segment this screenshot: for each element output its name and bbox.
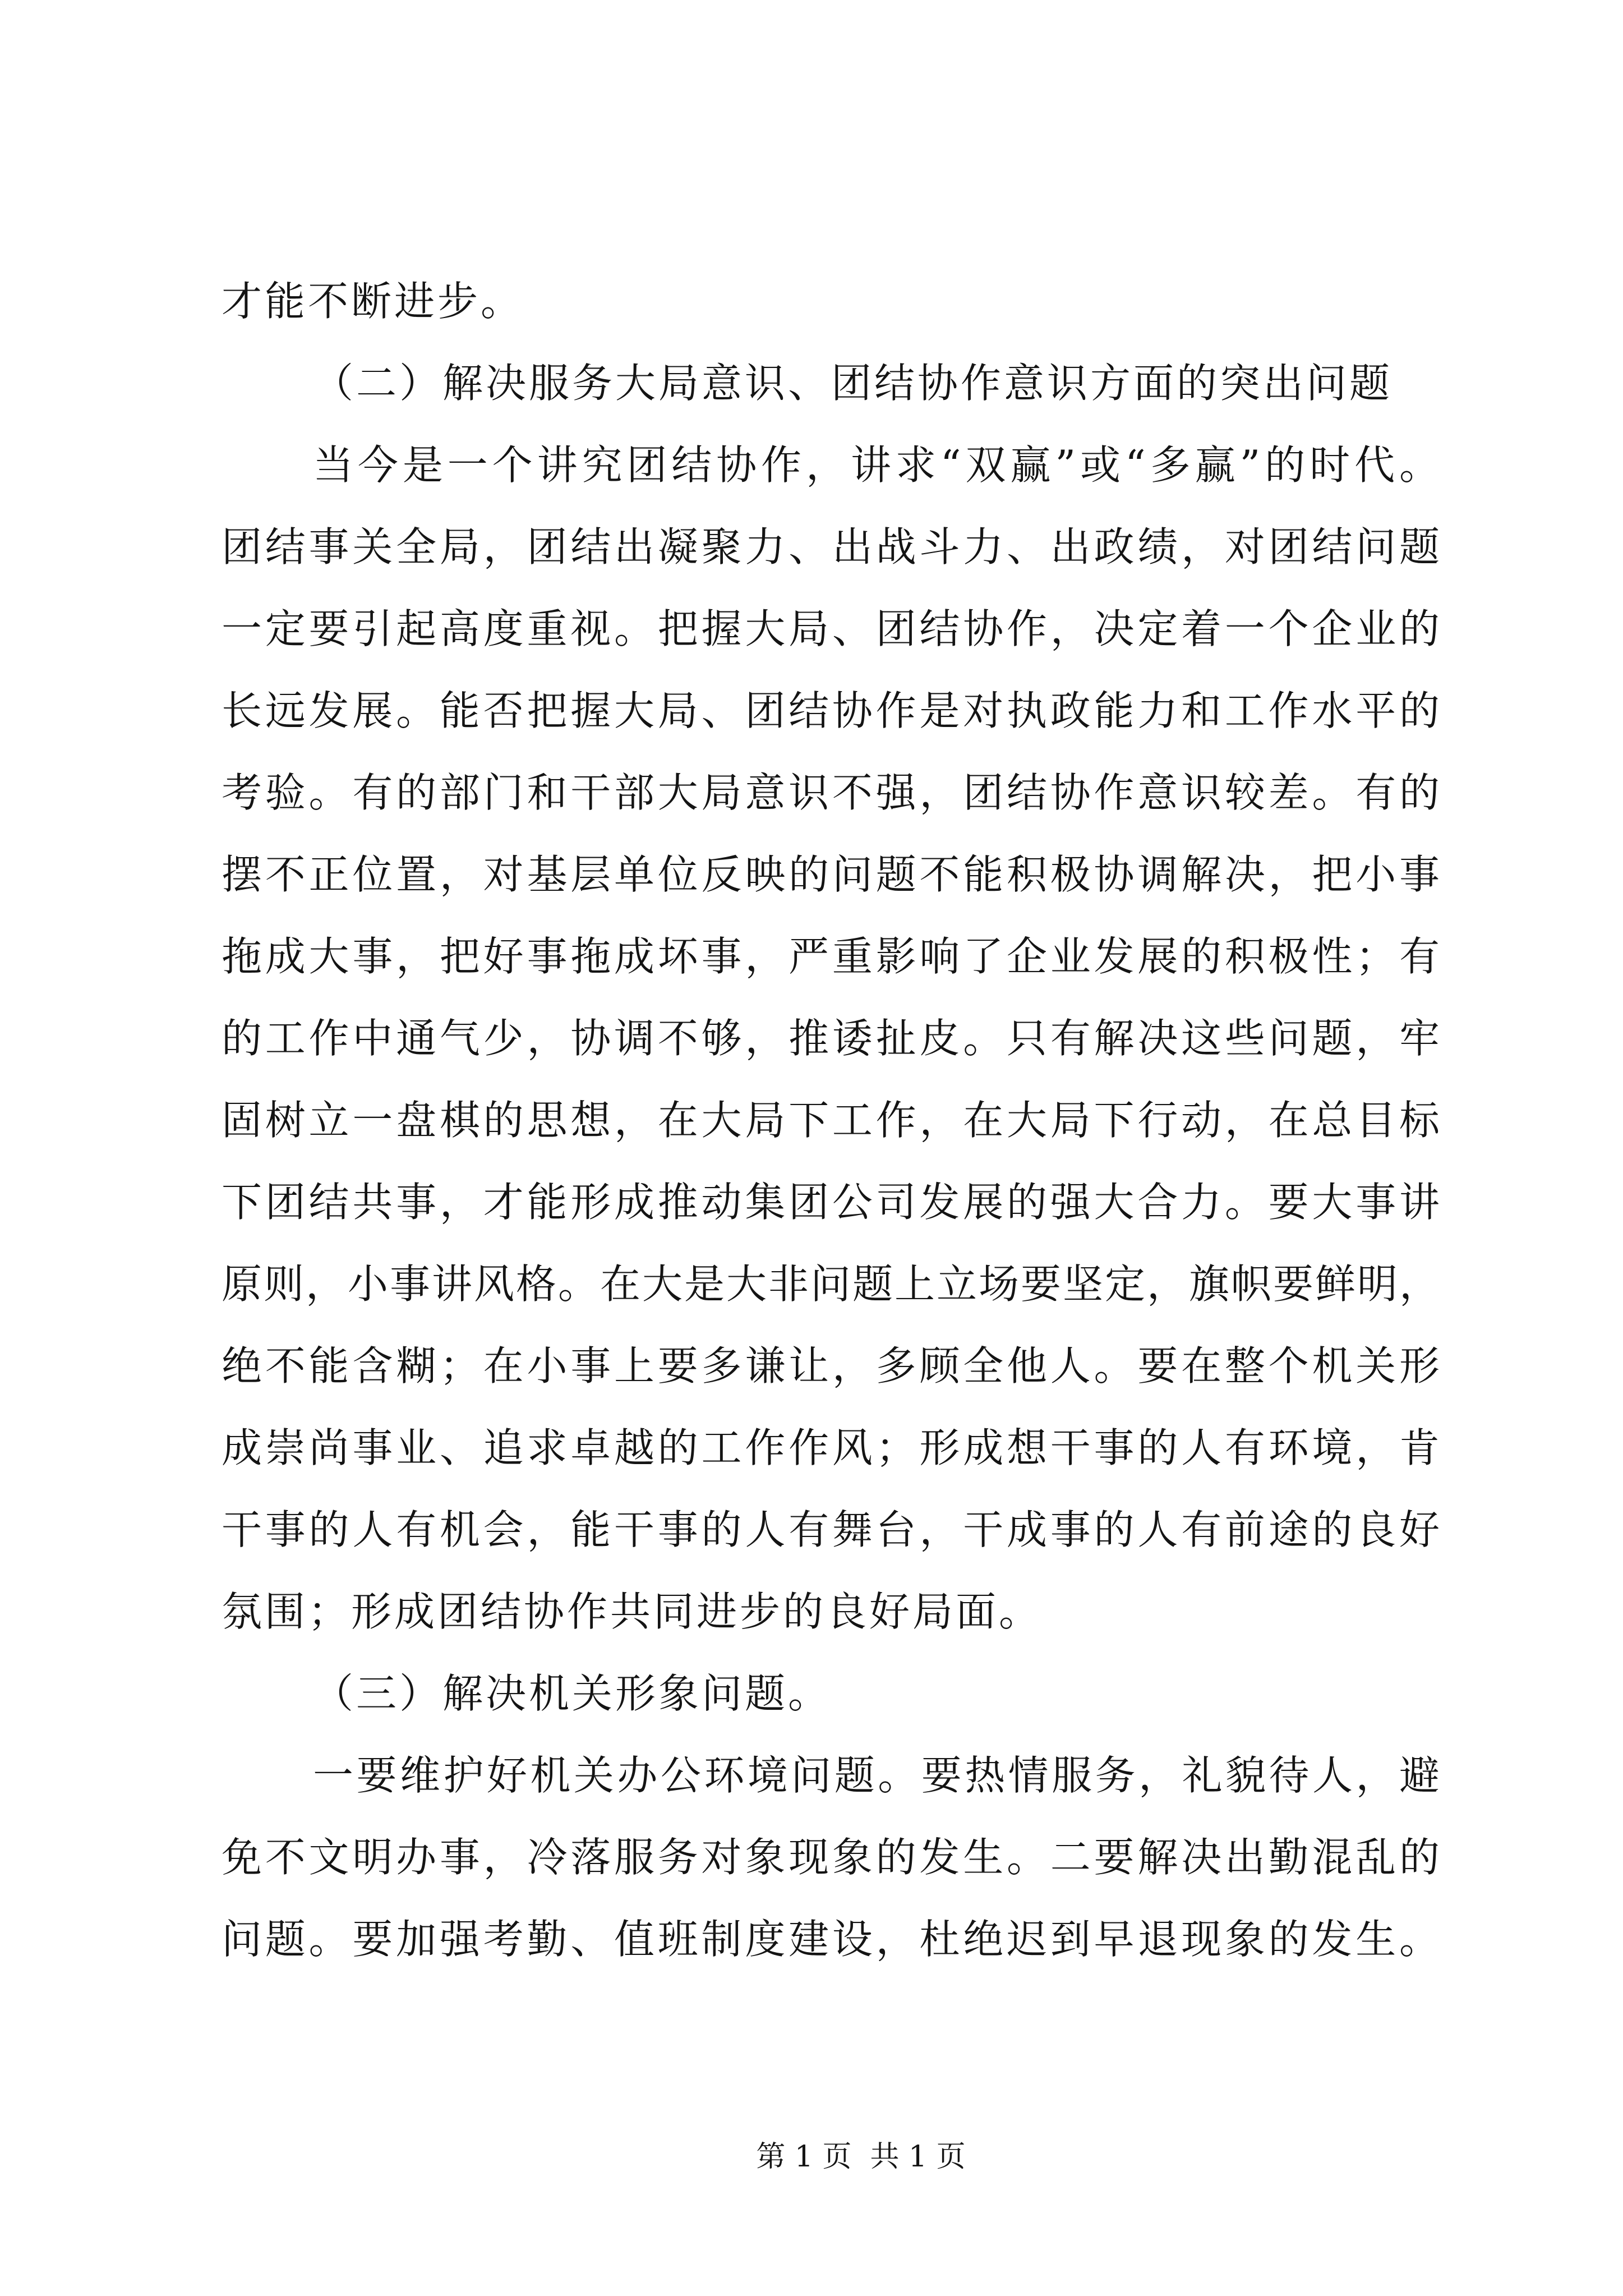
text-line: 考验。有的部门和干部大局意识不强，团结协作意识较差。有的 xyxy=(222,769,1440,816)
text-line: 长远发展。能否把握大局、团结协作是对执政能力和工作水平的 xyxy=(222,687,1440,734)
text-line: 下团结共事，才能形成推动集团公司发展的强大合力。要大事讲 xyxy=(222,1179,1440,1226)
section-heading xyxy=(222,1653,1440,1734)
text-line: 干事的人有机会，能干事的人有舞台，干成事的人有前途的良好 xyxy=(222,1506,1440,1553)
text-line: 免不文明办事，冷落服务对象现象的发生。二要解决出勤混乱的 xyxy=(222,1834,1440,1881)
paragraph xyxy=(222,260,1440,342)
page-footer: 第 1 页 共 1 页 xyxy=(756,2140,966,2174)
text-line: 成崇尚事业、追求卓越的工作作风；形成想干事的人有环境，肯 xyxy=(222,1424,1440,1471)
text-line: 问题。要加强考勤、值班制度建设，杜绝迟到早退现象的发生。 xyxy=(222,1916,1440,1963)
text-line: 拖成大事，把好事拖成坏事，严重影响了企业发展的积极性；有 xyxy=(222,933,1440,980)
text-line: 的工作中通气少，协调不够，推诿扯皮。只有解决这些问题，牢 xyxy=(222,1015,1440,1062)
text-line: 绝不能含糊；在小事上要多谦让，多顾全他人。要在整个机关形 xyxy=(222,1342,1440,1389)
section-heading-text: （二）解决服务大局意识、团结协作意识方面的突出问题 xyxy=(313,360,1393,407)
text-line: 一定要引起高度重视。把握大局、团结协作，决定着一个企业的 xyxy=(222,605,1440,652)
text-line: 原则，小事讲风格。在大是大非问题上立场要坚定，旗帜要鲜明， xyxy=(222,1260,1440,1308)
document-body xyxy=(222,260,1440,1980)
paragraph xyxy=(222,1734,1440,1980)
section-heading xyxy=(222,342,1440,424)
text-line: 一要维护好机关办公环境问题。要热情服务，礼貌待人，避 xyxy=(313,1752,1440,1799)
text-line: 才能不断进步。 xyxy=(222,278,524,325)
text-line: 团结事关全局，团结出凝聚力、出战斗力、出政绩，对团结问题 xyxy=(222,523,1440,570)
text-line: 固树立一盘棋的思想，在大局下工作，在大局下行动，在总目标 xyxy=(222,1097,1440,1144)
text-line: 摆不正位置，对基层单位反映的问题不能积极协调解决，把小事 xyxy=(222,851,1440,898)
text-line: 当今是一个讲究团结协作，讲求“双赢”或“多赢”的时代。 xyxy=(313,441,1440,489)
text-line: 氛围；形成团结协作共同进步的良好局面。 xyxy=(222,1588,1043,1635)
paragraph xyxy=(222,424,1440,1653)
section-heading-text: （三）解决机关形象问题。 xyxy=(313,1670,832,1717)
